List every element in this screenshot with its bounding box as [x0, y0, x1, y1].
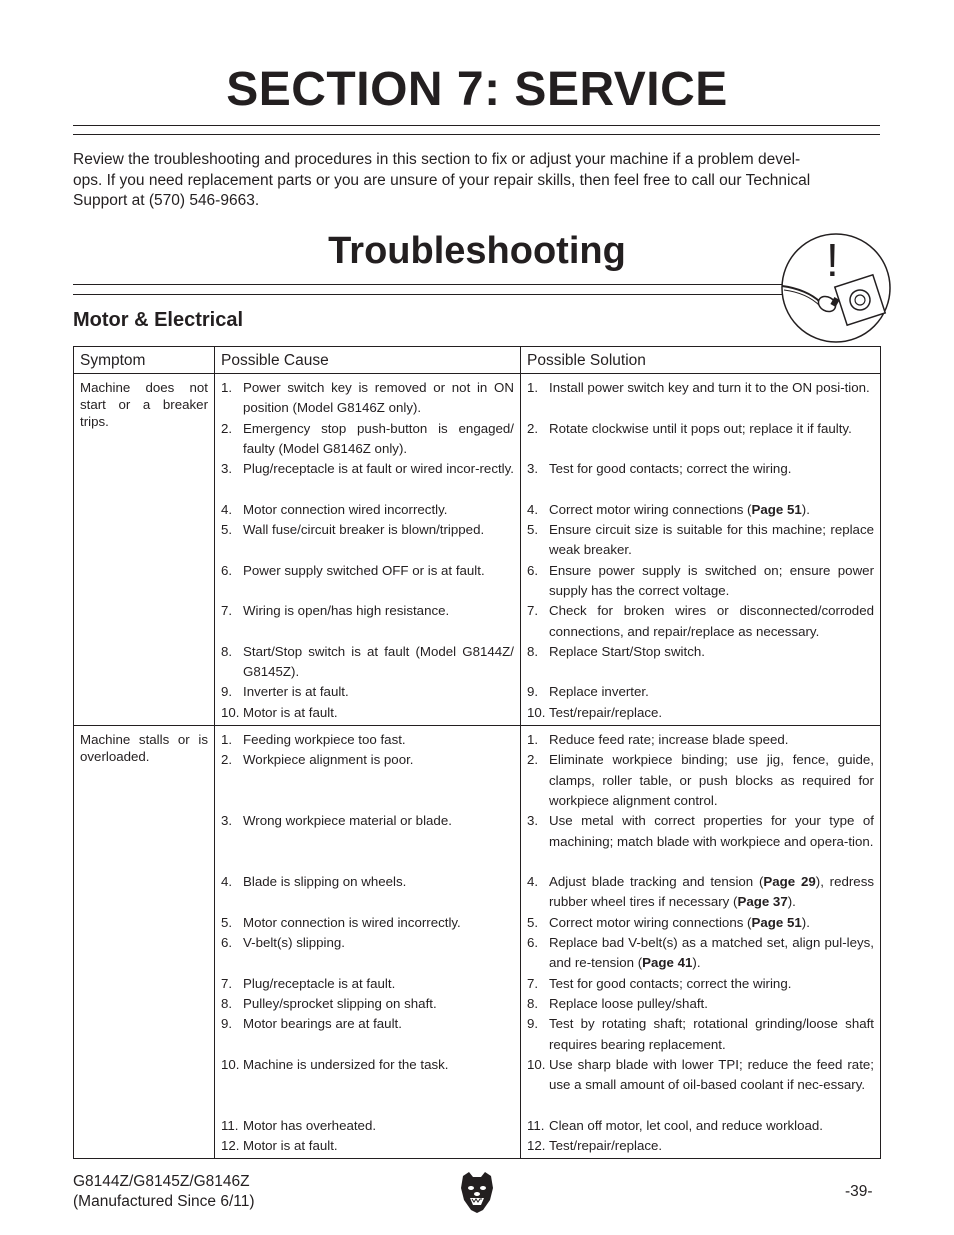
page-number: -39- — [845, 1183, 873, 1200]
solution-text: Use metal with correct properties for your type of machining; match blade with workpiece and opera-tion. — [549, 813, 874, 849]
table-row — [74, 726, 881, 1159]
troubleshooting-table — [73, 346, 881, 1159]
intro-paragraph — [73, 150, 883, 212]
cause-text: Motor connection wired incorrectly. — [243, 501, 448, 517]
symptom-cell: Machine stalls or is overloaded. — [74, 726, 215, 1159]
ts-rule-bottom — [73, 294, 783, 295]
cause-text: Motor connection is wired incorrectly. — [243, 914, 461, 930]
electrical-warning-icon — [780, 228, 895, 346]
solution-text: Use sharp blade with lower TPI; reduce the feed rate; use a small amount of oil-based coolant if nec-essary. — [549, 1056, 874, 1093]
intro-line-3: Support at (570) 546-9663. — [73, 192, 260, 209]
cause-text: Power supply switched OFF or is at fault. — [243, 562, 485, 578]
intro-line-1: Review the troubleshooting and procedures in this section to fix or adjust your machine if a problem devel- — [73, 151, 801, 168]
cause-text: Feeding workpiece too fast. — [243, 732, 406, 748]
cause-text: Plug/receptacle is at fault or wired incor-rectly. — [243, 461, 514, 477]
solution-text: Adjust blade tracking and tension (Page 29), redress rubber wheel tires if necessary (Page 37). — [549, 874, 874, 910]
subsection-title: Motor & Electrical — [73, 309, 244, 331]
solution-text: Replace loose pulley/shaft. — [549, 995, 708, 1011]
header-possible-cause: Possible Cause — [215, 347, 521, 374]
table-row — [74, 374, 881, 726]
cause-text: Workpiece alignment is poor. — [243, 752, 414, 768]
cause-text: Plug/receptacle is at fault. — [243, 975, 396, 991]
solution-text: Replace bad V-belt(s) as a matched set, align pul-leys, and re-tension (Page 41). — [549, 935, 874, 971]
cause-cell: 1. Feeding workpiece too fast. 2. Workpiece alignment is poor. 3. Wrong workpiece material or blade. 4. Blade is slipping on wheels. 5. Motor connection is wired incorrectly. 6. V-belt(s) slipping. 7. Plug/receptacle is at fault. 8. Pulley/sprocket slipping on shaft. 9. Motor bearings are at fault. 10. Machine is undersized for the task. 11. Motor has overheated. 12. Motor is at fault. — [215, 726, 521, 1159]
cause-text: Motor bearings are at fault. — [243, 1016, 402, 1032]
solution-text: Replace Start/Stop switch. — [549, 643, 705, 659]
solution-text: Clean off motor, let cool, and reduce workload. — [549, 1117, 823, 1133]
page-reference: Page 51 — [751, 501, 802, 517]
solution-text: Rotate clockwise until it pops out; replace it if faulty. — [549, 420, 852, 436]
solution-text: Correct motor wiring connections (Page 51). — [549, 914, 810, 930]
solution-text: Install power switch key and turn it to the ON posi-tion. — [549, 380, 870, 395]
footer-model-numbers: G8144Z/G8145Z/G8146Z — [73, 1173, 250, 1190]
page-reference: Page 51 — [751, 914, 802, 930]
solution-text: Replace inverter. — [549, 684, 649, 700]
table-header-row — [74, 347, 881, 374]
cause-text: Motor has overheated. — [243, 1117, 377, 1133]
solution-cell: 1. Reduce feed rate; increase blade speed. 2. Eliminate workpiece binding; use jig, fence, guide, clamps, roller table, or push blocks as required for workpiece alignment control. 3. Use metal with correct properties for your type of machining; match blade with workpiece and opera-tion. 4. Adjust blade tracking and tension (Page 29), redress rubber wheel tires if necessary (Page 37). 5. Correct motor wiring connections (Page 51). 6. Replace bad V-belt(s) as a matched set, align pul-leys, and re-tension (Page 41). 7. Test for good contacts; correct the wiring. 8. Replace loose pulley/shaft. 9. Test by rotating shaft; rotational grinding/loose shaft requires bearing replacement. 10. Use sharp blade with lower TPI; reduce the feed rate; use a small amount of oil-based coolant if nec-essary. 11. Clean off motor, let cool, and reduce workload. 12. Test/repair/replace. — [521, 726, 881, 1159]
troubleshooting-title: Troubleshooting — [328, 230, 626, 272]
solution-text: Test/repair/replace. — [549, 1137, 663, 1153]
solution-text: Check for broken wires or disconnected/corroded connections, and repair/replace as necessary. — [549, 603, 874, 639]
header-symptom: Symptom — [74, 347, 215, 374]
cause-text: Wall fuse/circuit breaker is blown/tripped. — [243, 522, 485, 538]
ts-rule-top — [73, 284, 783, 285]
solution-text: Ensure power supply is switched on; ensure power supply has the correct voltage. — [549, 562, 874, 598]
solution-text: Eliminate workpiece binding; use jig, fence, guide, clamps, roller table, or push blocks as required for workpiece alignment control. — [549, 752, 874, 808]
solution-text: Test/repair/replace. — [549, 704, 663, 720]
cause-text: Motor is at fault. — [243, 704, 338, 720]
intro-line-2: ops. If you need replacement parts or you are unsure of your repair skills, then feel free to call our Technical — [73, 171, 811, 189]
solution-text: Reduce feed rate; increase blade speed. — [549, 732, 789, 748]
footer-manufactured-since: (Manufactured Since 6/11) — [73, 1193, 255, 1210]
page-reference: Page 41 — [642, 955, 693, 971]
solution-text: Test by rotating shaft; rotational grinding/loose shaft requires bearing replacement. — [549, 1016, 874, 1052]
cause-text: Machine is undersized for the task. — [243, 1056, 449, 1072]
cause-text: Motor is at fault. — [243, 1137, 338, 1153]
solution-cell: 1. Install power switch key and turn it to the ON posi-tion. 2. Rotate clockwise until it pops out; replace it if faulty. 3. Test for good contacts; correct the wiring. 4. Correct motor wiring connections (Page 51). 5. Ensure circuit size is suitable for this machine; replace weak breaker. 6. Ensure power supply is switched on; ensure power supply has the correct voltage. 7. Check for broken wires or disconnected/corroded connections, and repair/replace as necessary. 8. Replace Start/Stop switch. 9. Replace inverter. 10. Test/repair/replace. — [521, 374, 881, 726]
cause-text: Start/Stop switch is at fault (Model G8144Z/ G8145Z). — [243, 643, 514, 680]
warning-exclamation: ! — [826, 234, 839, 286]
cause-text: Emergency stop push-button is engaged/ faulty (Model G8146Z only). — [243, 420, 514, 456]
cause-text: V-belt(s) slipping. — [243, 935, 345, 951]
solution-text: Test for good contacts; correct the wiring. — [549, 461, 792, 477]
title-rule-top — [73, 125, 880, 126]
cause-text: Blade is slipping on wheels. — [243, 874, 407, 890]
title-rule-bottom — [73, 134, 880, 135]
cause-text: Wrong workpiece material or blade. — [243, 813, 452, 829]
symptom-cell: Machine does not start or a breaker trips. — [74, 374, 215, 726]
cause-text: Pulley/sprocket slipping on shaft. — [243, 995, 437, 1011]
cause-text: Wiring is open/has high resistance. — [243, 603, 450, 619]
page-reference: Page 29 — [763, 874, 816, 890]
solution-text: Ensure circuit size is suitable for this machine; replace weak breaker. — [549, 522, 874, 558]
solution-text: Test for good contacts; correct the wiring. — [549, 975, 792, 991]
cause-text: Inverter is at fault. — [243, 684, 349, 700]
cause-text: Power switch key is removed or not in ON position (Model G8146Z only). — [243, 380, 514, 416]
bear-logo-icon — [457, 1170, 497, 1215]
page-reference: Page 37 — [737, 894, 788, 910]
section-title: SECTION 7: SERVICE — [226, 63, 728, 116]
footer-model-info — [73, 1172, 255, 1212]
solution-text: Correct motor wiring connections (Page 51). — [549, 501, 810, 517]
header-possible-solution: Possible Solution — [521, 347, 881, 374]
cause-cell: 1. Power switch key is removed or not in ON position (Model G8146Z only). 2. Emergency stop push-button is engaged/ faulty (Model G8146Z only). 3. Plug/receptacle is at fault or wired incor-rectly. 4. Motor connection wired incorrectly. 5. Wall fuse/circuit breaker is blown/tripped. 6. Power supply switched OFF or is at fault. 7. Wiring is open/has high resistance. 8. Start/Stop switch is at fault (Model G8144Z/ G8145Z). 9. Inverter is at fault. 10. Motor is at fault. — [215, 374, 521, 726]
